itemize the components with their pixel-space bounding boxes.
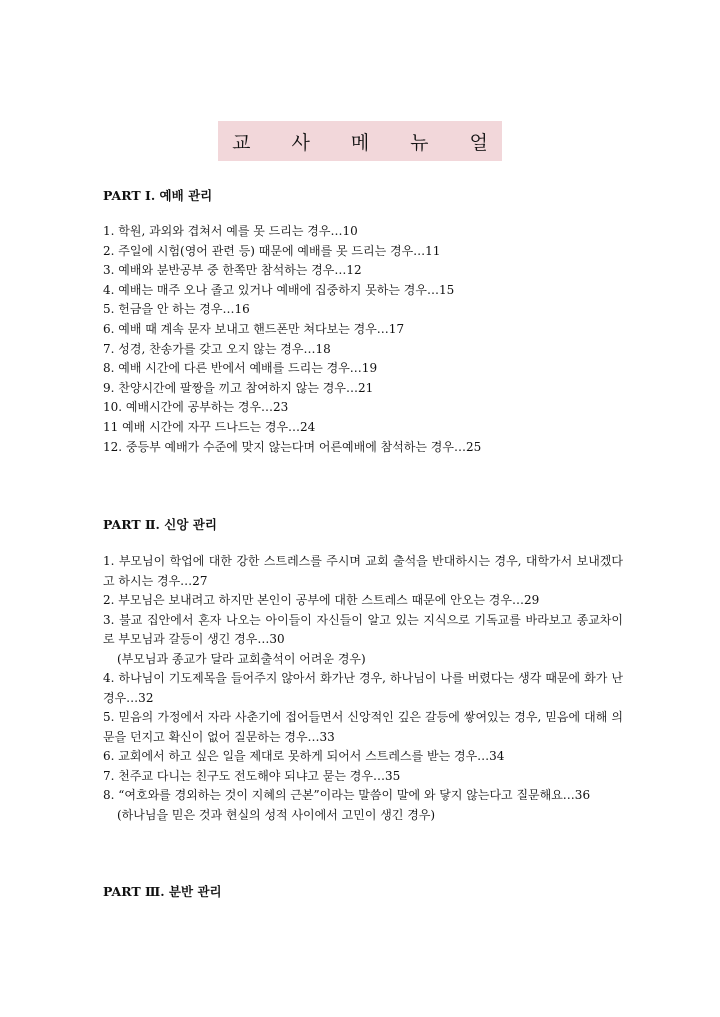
part-2-list bbox=[103, 552, 623, 825]
list-item: 3. 불교 집안에서 혼자 나오는 아이들이 자신들이 알고 있는 지식으로 기독교를 바라보고 종교차이로 부모님과 갈등이 생긴 경우…30 bbox=[103, 612, 623, 646]
list-item: 8. 예배 시간에 다른 반에서 예배를 드리는 경우…19 bbox=[103, 361, 378, 376]
list-item: 5. 믿음의 가정에서 자라 사춘기에 접어들면서 신앙적인 깊은 갈등에 쌓여있는 경우, 믿음에 대해 의문을 던지고 확신이 없어 질문하는 경우…33 bbox=[103, 710, 623, 744]
list-item: (하나님을 믿은 것과 현실의 성적 사이에서 고민이 생긴 경우) bbox=[117, 807, 436, 822]
list-item: 6. 교회에서 하고 싶은 일을 제대로 못하게 되어서 스트레스를 받는 경우…34 bbox=[103, 749, 505, 763]
list-item: (부모님과 종교가 달라 교회출석이 어려운 경우) bbox=[117, 651, 366, 666]
list-item: 9. 찬양시간에 팔짱을 끼고 참여하지 않는 경우…21 bbox=[103, 380, 374, 395]
list-item: 8. “여호와를 경외하는 것이 지혜의 근본”이라는 말씀이 말에 와 닿지 않는다고 질문해요…36 bbox=[103, 788, 591, 802]
part-3-heading: PART Ⅲ. 분반 관리 bbox=[103, 884, 222, 899]
list-item: 3. 예배와 분반공부 중 한쪽만 참석하는 경우…12 bbox=[103, 263, 362, 278]
title-banner bbox=[218, 121, 529, 161]
list-item: 6. 예배 때 계속 문자 보내고 핸드폰만 쳐다보는 경우…17 bbox=[103, 321, 405, 336]
part-1-list bbox=[103, 222, 623, 457]
list-item: 2. 부모님은 보내려고 하지만 본인이 공부에 대한 스트레스 때문에 안오는 경우…29 bbox=[103, 593, 540, 607]
list-item: 2. 주일에 시험(영어 관련 등) 때문에 예배를 못 드리는 경우…11 bbox=[103, 243, 441, 258]
document-title: 교사메뉴얼 bbox=[232, 131, 529, 154]
list-item: 1. 부모님이 학업에 대한 강한 스트레스를 주시며 교회 출석을 반대하시는 경우, 대학가서 보내겠다고 하시는 경우…27 bbox=[103, 554, 623, 588]
list-item: 1. 학원, 과외와 겹쳐서 예를 못 드리는 경우…10 bbox=[103, 224, 358, 238]
list-item: 4. 예배는 매주 오나 졸고 있거나 예배에 집중하지 못하는 경우…15 bbox=[103, 282, 455, 297]
list-item: 7. 성경, 찬송가를 갖고 오지 않는 경우…18 bbox=[103, 341, 331, 356]
list-item: 5. 헌금을 안 하는 경우…16 bbox=[103, 302, 250, 317]
list-item: 7. 천주교 다니는 친구도 전도해야 되냐고 묻는 경우…35 bbox=[103, 768, 401, 783]
part-2-heading: PART Ⅱ. 신앙 관리 bbox=[103, 517, 217, 532]
list-item: 11 예배 시간에 자꾸 드나드는 경우…24 bbox=[103, 419, 316, 434]
part-1-heading: PART Ⅰ. 예배 관리 bbox=[103, 188, 213, 203]
list-item: 4. 하나님이 기도제목을 들어주지 않아서 화가난 경우, 하나님이 나를 버렸다는 생각 때문에 화가 난 경우…32 bbox=[103, 671, 623, 705]
list-item: 10. 예배시간에 공부하는 경우…23 bbox=[103, 400, 289, 415]
list-item: 12. 중등부 예배가 수준에 맞지 않는다며 어른예배에 참석하는 경우…25 bbox=[103, 439, 482, 454]
